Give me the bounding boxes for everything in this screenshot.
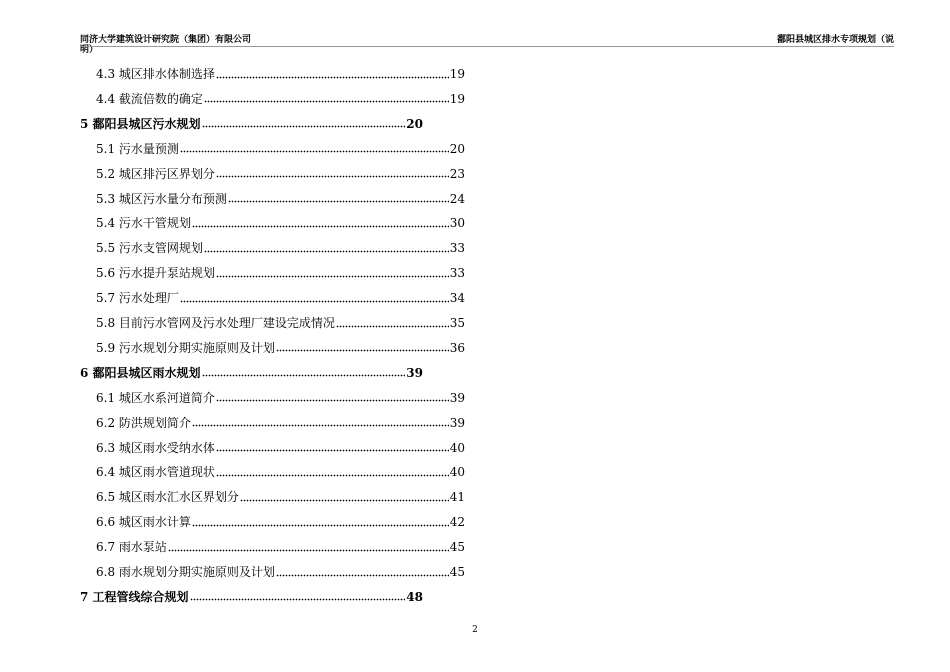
toc-entry[interactable]: [96, 413, 465, 431]
toc-entry-label: 6.5 城区雨水汇水区界划分: [96, 490, 239, 505]
toc-leader-dots: [202, 125, 406, 129]
toc-entry[interactable]: [96, 164, 465, 182]
toc-entry-page: 48: [406, 589, 423, 604]
toc-entry-page: 45: [449, 565, 465, 579]
toc-entry-label: 5.7 污水处理厂: [96, 291, 179, 306]
toc-entry-label: 5.2 城区排污区界划分: [96, 166, 215, 181]
page-number: 2: [472, 625, 478, 635]
toc-leader-dots: [336, 324, 449, 328]
toc-entry-label: 6.8 雨水规划分期实施原则及计划: [96, 565, 275, 579]
toc-leader-dots: [276, 573, 449, 577]
toc-entry[interactable]: [96, 238, 465, 256]
toc-entry-page: 33: [449, 241, 465, 256]
toc-leader-dots: [180, 150, 449, 154]
toc-entry-page: 35: [449, 316, 465, 330]
toc-entry-page: 34: [449, 291, 465, 306]
toc-entry-page: 19: [449, 91, 465, 106]
toc-entry-label: 6.4 城区雨水管道现状: [96, 465, 215, 480]
toc-entry-label: 4.3 城区排水体制选择: [96, 67, 215, 81]
toc-entry[interactable]: [96, 288, 465, 306]
toc-entry[interactable]: [96, 213, 465, 231]
toc-leader-dots: [216, 75, 449, 79]
toc-entry-label: 5.6 污水提升泵站规划: [96, 266, 215, 281]
toc-entry-label: 5 鄱阳县城区污水规划: [80, 116, 201, 131]
toc-entry-label: 5.8 目前污水管网及污水处理厂建设完成情况: [96, 316, 335, 330]
toc-entry-label: 6.6 城区雨水计算: [96, 515, 191, 530]
toc-entry-page: 41: [449, 490, 465, 505]
toc-entry[interactable]: [96, 313, 465, 331]
toc-entry-page: 42: [449, 515, 465, 530]
toc-chapter[interactable]: [80, 114, 423, 132]
toc-entry[interactable]: [96, 388, 465, 406]
toc-entry[interactable]: [96, 438, 465, 456]
toc-leader-dots: [276, 349, 449, 353]
toc-leader-dots: [204, 100, 449, 104]
toc-leader-dots: [168, 548, 449, 552]
toc-leader-dots: [216, 399, 449, 403]
toc-entry-label: 6 鄱阳县城区雨水规划: [80, 365, 201, 380]
toc-entry-label: 6.3 城区雨水受纳水体: [96, 440, 215, 455]
toc-entry-page: 40: [449, 440, 465, 455]
header-organization: 同济大学建筑设计研究院（集团）有限公司: [80, 35, 252, 45]
header-document-title: 鄱阳县城区排水专项规划（说: [776, 35, 894, 45]
toc-entry-label: 6.2 防洪规划简介: [96, 415, 191, 430]
toc-leader-dots: [216, 175, 449, 179]
toc-leader-dots: [192, 424, 449, 428]
toc-entry[interactable]: [96, 537, 465, 555]
toc-entry-label: 6.7 雨水泵站: [96, 540, 167, 555]
toc-entry-page: 20: [449, 141, 465, 156]
toc-entry[interactable]: [96, 263, 465, 281]
toc-entry-label: 7 工程管线综合规划: [80, 589, 189, 604]
toc-entry-page: 45: [449, 540, 465, 555]
toc-entry[interactable]: [96, 512, 465, 530]
toc-entry[interactable]: [96, 487, 465, 505]
toc-entry-label: 6.1 城区水系河道简介: [96, 390, 215, 405]
toc-entry[interactable]: [96, 64, 465, 82]
toc-entry[interactable]: [96, 562, 465, 580]
toc-entry-label: 5.1 污水量预测: [96, 141, 179, 156]
toc-leader-dots: [202, 374, 406, 378]
header-rule: [80, 46, 894, 47]
toc-leader-dots: [228, 200, 449, 204]
toc-entry-label: 5.4 污水干管规划: [96, 216, 191, 231]
toc-chapter[interactable]: [80, 587, 423, 605]
toc-entry-label: 5.9 污水规划分期实施原则及计划: [96, 340, 275, 355]
toc-chapter[interactable]: [80, 363, 423, 381]
toc-leader-dots: [216, 473, 449, 477]
toc-entry-page: 23: [449, 166, 465, 181]
toc-entry[interactable]: [96, 89, 465, 107]
toc-entry-page: 39: [449, 390, 465, 405]
toc-entry-label: 4.4 截流倍数的确定: [96, 91, 203, 106]
toc-entry-page: 39: [406, 365, 423, 380]
toc-entry-page: 20: [406, 116, 423, 131]
toc-leader-dots: [192, 523, 449, 527]
header-document-title-wrap: 明）: [80, 45, 99, 55]
toc-leader-dots: [240, 498, 449, 502]
toc-entry[interactable]: [96, 139, 465, 157]
toc-entry-label: 5.3 城区污水量分布预测: [96, 191, 227, 206]
toc-leader-dots: [216, 449, 449, 453]
toc-leader-dots: [180, 299, 449, 303]
toc-entry-page: 19: [449, 67, 465, 81]
toc-entry-page: 39: [449, 415, 465, 430]
toc-leader-dots: [192, 224, 449, 228]
toc-leader-dots: [204, 249, 449, 253]
toc-entry[interactable]: [96, 189, 465, 207]
toc-entry-page: 36: [449, 340, 465, 355]
toc-entry[interactable]: [96, 462, 465, 480]
toc-entry-label: 5.5 污水支管网规划: [96, 241, 203, 256]
toc-entry-page: 24: [449, 191, 465, 206]
toc-entry-page: 30: [449, 216, 465, 231]
toc-entry-page: 40: [449, 465, 465, 480]
toc-leader-dots: [216, 274, 449, 278]
toc-leader-dots: [190, 598, 406, 602]
toc-entry[interactable]: [96, 338, 465, 356]
toc-entry-page: 33: [449, 266, 465, 281]
